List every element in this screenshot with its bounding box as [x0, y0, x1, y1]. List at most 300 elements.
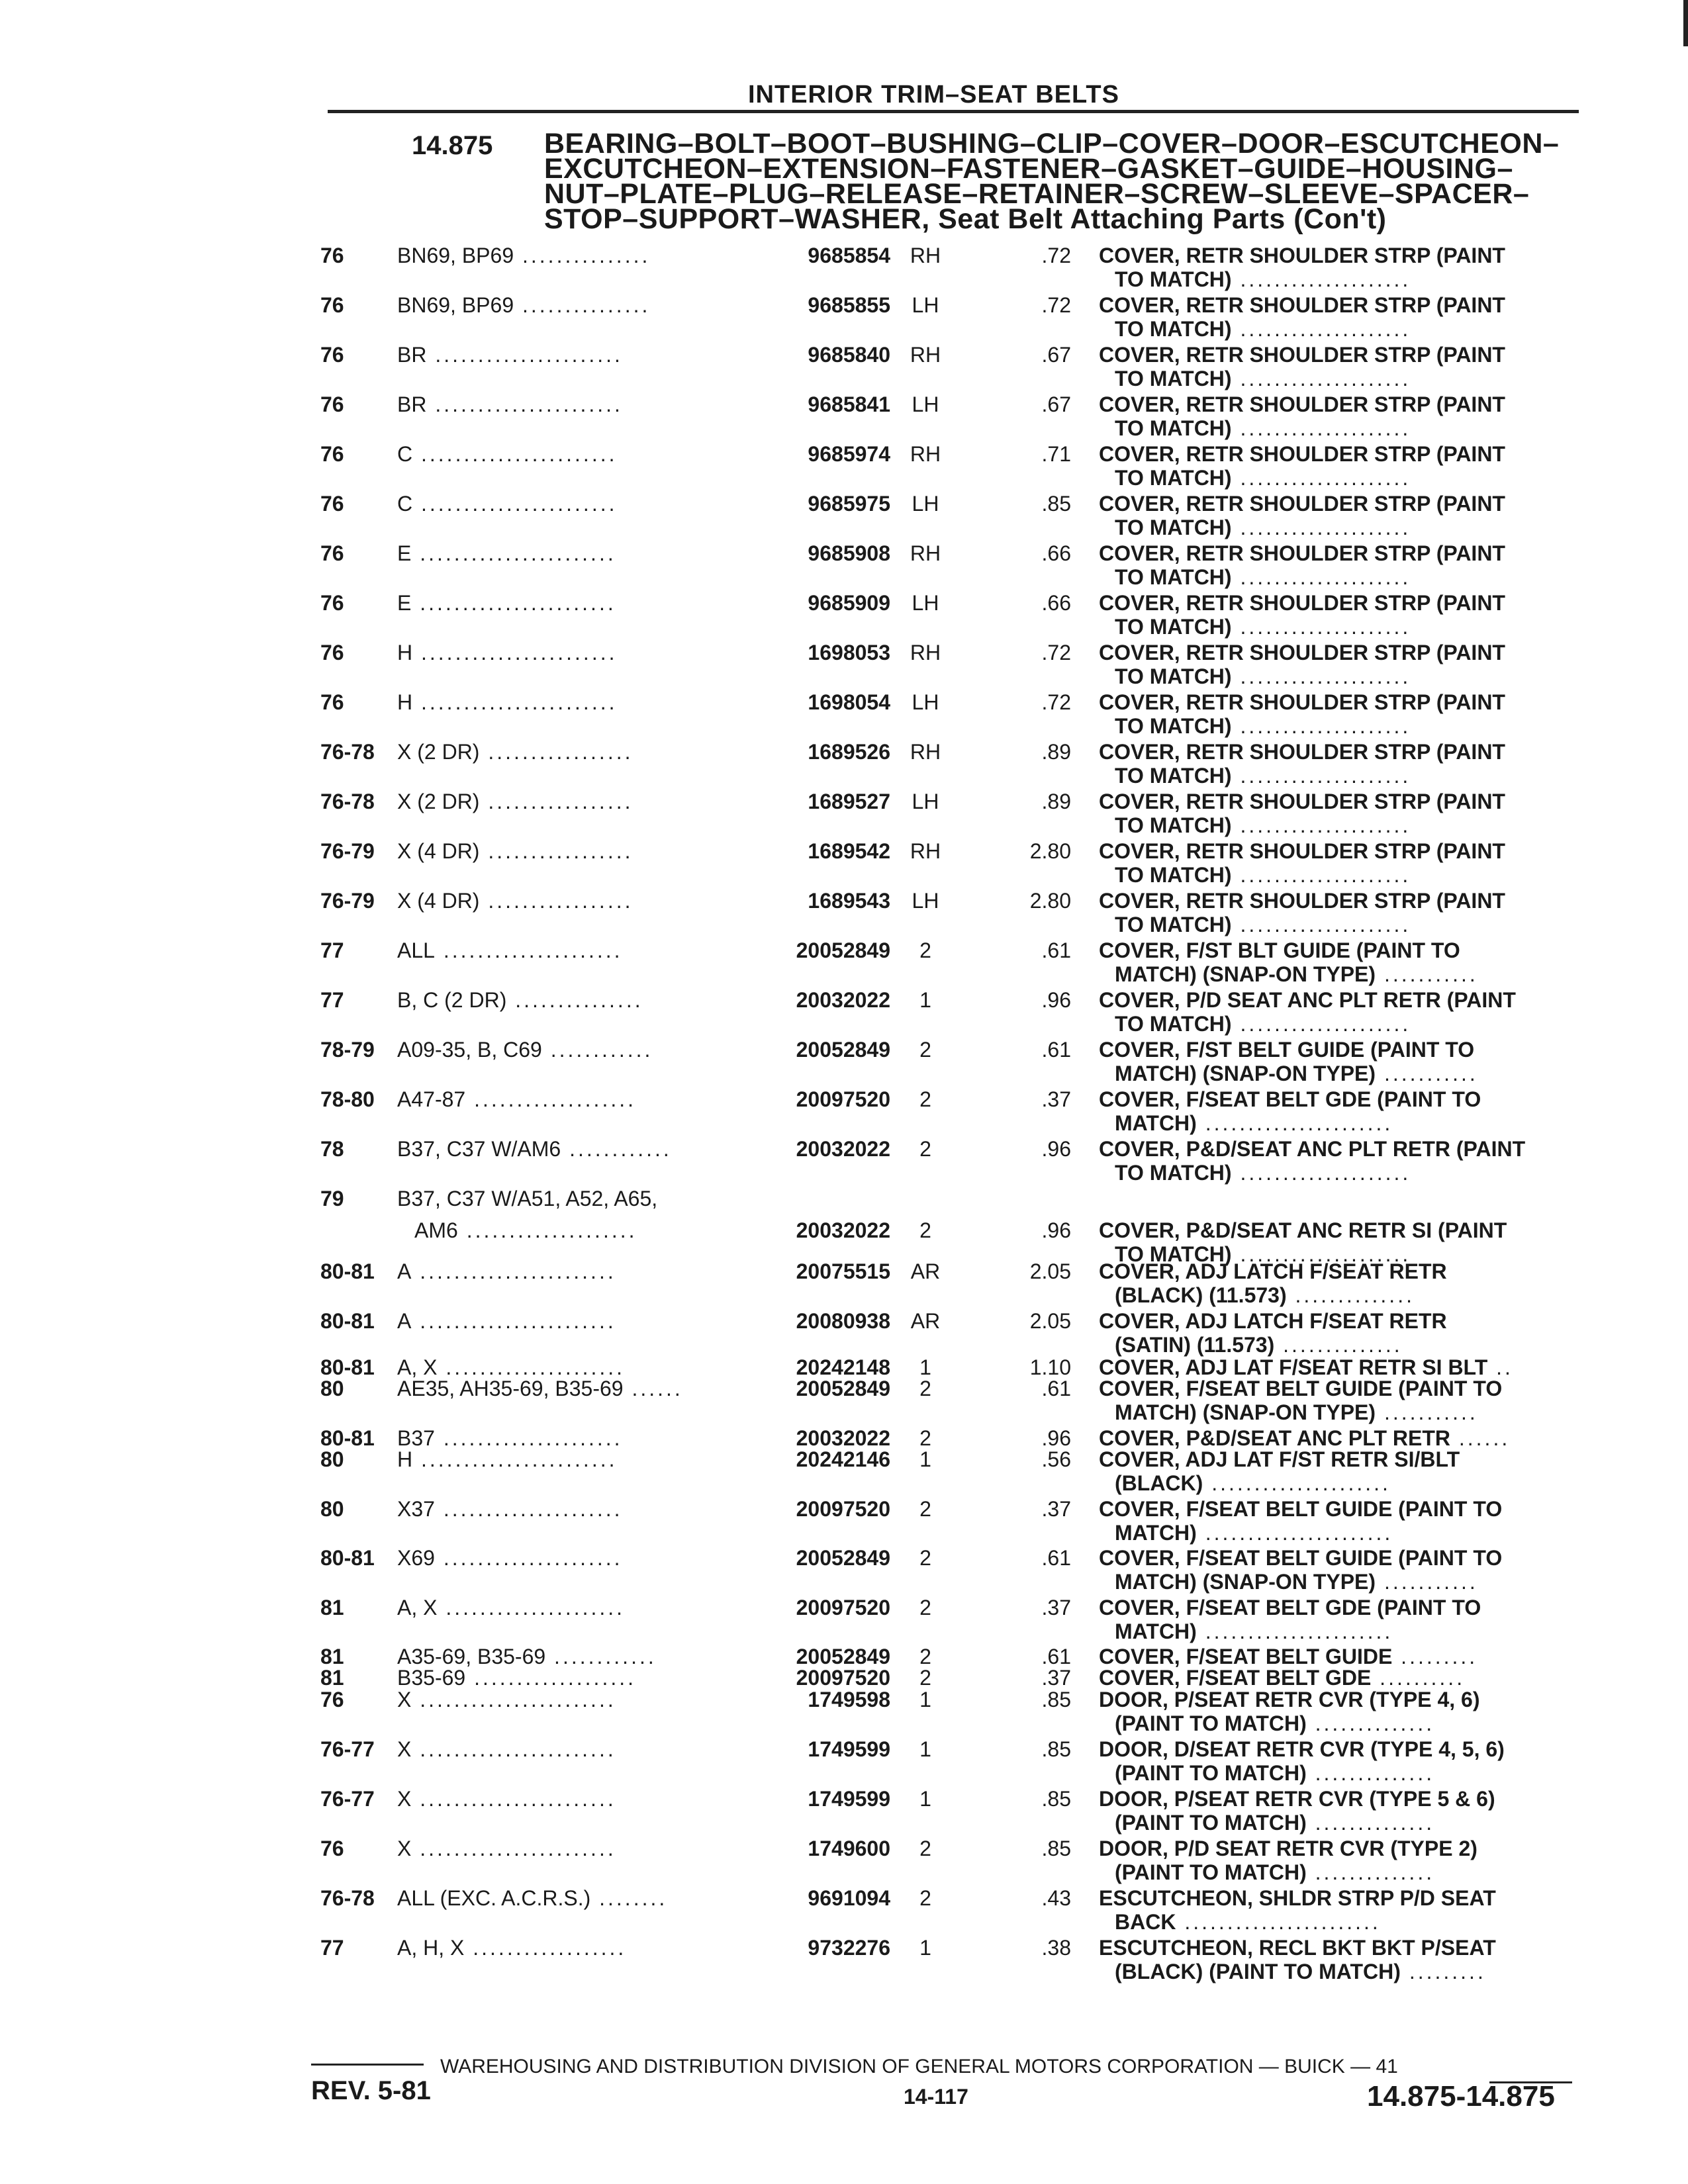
price: .96 — [1041, 988, 1071, 1012]
part-number: 9685840 — [808, 343, 890, 367]
leader-dots: .................... — [1231, 863, 1411, 887]
part-number: 20052849 — [796, 1377, 890, 1400]
description-line — [1099, 714, 1589, 738]
model-year: 78-79 — [320, 1038, 375, 1062]
part-description — [1099, 1377, 1589, 1424]
model-code — [397, 1038, 761, 1062]
description-text: COVER, P/D SEAT ANC PLT RETR (PAINT — [1099, 988, 1516, 1012]
description-text: TO MATCH) — [1115, 714, 1232, 738]
part-description — [1099, 1645, 1589, 1668]
leader-dots: ............ — [545, 1645, 657, 1668]
model-code-text: H — [397, 690, 413, 714]
leader-dots: ..................... — [434, 1497, 623, 1521]
price: .37 — [1041, 1596, 1071, 1619]
group-range: 14.875-14.875 — [1367, 2080, 1555, 2113]
leader-dots: .................... — [1231, 1242, 1411, 1266]
price: .38 — [1041, 1936, 1071, 1960]
description-line — [1099, 367, 1589, 390]
description-line — [1099, 1666, 1589, 1690]
part-number: 20032022 — [796, 1426, 890, 1450]
leader-dots: ...................... — [1196, 1521, 1393, 1545]
part-number: 1698053 — [808, 641, 890, 664]
model-year: 76 — [320, 591, 344, 615]
description-text: COVER, P&D/SEAT ANC RETR SI (PAINT — [1099, 1218, 1507, 1242]
price: .85 — [1041, 1837, 1071, 1860]
description-text: COVER, RETR SHOULDER STRP (PAINT — [1099, 244, 1505, 267]
description-text: COVER, ADJ LAT F/SEAT RETR SI BLT — [1099, 1355, 1488, 1379]
leader-dots: .............. — [1286, 1283, 1415, 1307]
description-text: TO MATCH) — [1115, 764, 1232, 788]
description-line — [1099, 591, 1589, 615]
description-line — [1099, 492, 1589, 516]
leader-dots: ................... — [465, 1666, 636, 1690]
model-code-text: C — [397, 442, 413, 466]
leader-dots: .................... — [1231, 516, 1411, 539]
model-code — [397, 988, 761, 1013]
part-number: 1698054 — [808, 690, 890, 714]
description-line — [1099, 1787, 1589, 1811]
description-text: MATCH) (SNAP-ON TYPE) — [1115, 1400, 1376, 1424]
model-year: 77 — [320, 988, 344, 1012]
price: .66 — [1041, 541, 1071, 565]
model-code — [397, 541, 761, 566]
footer-rule — [311, 2064, 424, 2066]
model-year: 76 — [320, 1688, 344, 1711]
leader-dots: ....................... — [412, 1447, 618, 1471]
quantity: 2 — [919, 1137, 931, 1161]
part-description — [1099, 244, 1589, 291]
model-code-text: E — [397, 591, 412, 615]
description-text: COVER, P&D/SEAT ANC PLT RETR (PAINT — [1099, 1137, 1526, 1161]
model-code — [397, 1087, 761, 1112]
description-text: COVER, F/ST BLT GUIDE (PAINT TO — [1099, 938, 1460, 962]
part-number: 1749599 — [808, 1737, 890, 1761]
description-line — [1099, 1111, 1589, 1135]
model-year: 78 — [320, 1137, 344, 1161]
leader-dots: ....................... — [411, 1787, 616, 1811]
leader-dots: .................... — [1231, 267, 1411, 291]
price: .85 — [1041, 1787, 1071, 1811]
leader-dots: .................... — [1231, 813, 1411, 837]
quantity: 1 — [919, 1787, 931, 1811]
description-text: TO MATCH) — [1115, 516, 1232, 539]
leader-dots: .................... — [1231, 764, 1411, 788]
description-text: COVER, RETR SHOULDER STRP (PAINT — [1099, 392, 1505, 416]
model-year: 76-78 — [320, 740, 375, 764]
leader-dots: ....................... — [412, 690, 618, 714]
quantity: 2 — [919, 1886, 931, 1910]
model-code-text: X — [397, 1688, 412, 1711]
part-description — [1099, 938, 1589, 986]
leader-dots: ................. — [479, 740, 633, 764]
description-text: COVER, ADJ LAT F/ST RETR SI/BLT — [1099, 1447, 1460, 1471]
model-code-text: X (4 DR) — [397, 839, 480, 863]
description-line — [1099, 615, 1589, 639]
leader-dots: ....................... — [411, 591, 616, 615]
description-text: (PAINT TO MATCH) — [1115, 1860, 1307, 1884]
description-text: COVER, F/SEAT BELT GDE (PAINT TO — [1099, 1087, 1481, 1111]
quantity: 1 — [919, 1688, 931, 1711]
quantity: 2 — [919, 1038, 931, 1062]
model-year: 79 — [320, 1187, 344, 1210]
description-text: TO MATCH) — [1115, 813, 1232, 837]
description-line — [1099, 1711, 1589, 1735]
description-text: COVER, RETR SHOULDER STRP (PAINT — [1099, 740, 1505, 764]
model-code-text: A — [397, 1309, 412, 1333]
model-code — [397, 938, 761, 963]
group-description-line: STOP–SUPPORT–WASHER, Seat Belt Attaching Parts (Con't) — [544, 203, 1387, 235]
model-year: 80-81 — [320, 1355, 375, 1379]
model-code — [397, 1137, 761, 1161]
part-number: 9685854 — [808, 244, 890, 267]
description-text: COVER, RETR SHOULDER STRP (PAINT — [1099, 889, 1505, 913]
quantity: LH — [912, 591, 939, 615]
model-year: 77 — [320, 1936, 344, 1960]
leader-dots: .................... — [1231, 714, 1411, 738]
description-text: DOOR, P/SEAT RETR CVR (TYPE 4, 6) — [1099, 1688, 1480, 1711]
model-code-text: BR — [397, 392, 427, 416]
scan-edge-mark — [1683, 0, 1688, 46]
quantity: 2 — [919, 1645, 931, 1668]
part-number: 20032022 — [796, 1218, 890, 1242]
model-code-text: B37 — [397, 1426, 435, 1450]
description-line — [1099, 1910, 1589, 1934]
description-text: TO MATCH) — [1115, 913, 1232, 936]
price: .66 — [1041, 591, 1071, 615]
description-line — [1099, 1355, 1589, 1379]
footer-division-line: WAREHOUSING AND DISTRIBUTION DIVISION OF GENERAL MOTORS CORPORATION — BUICK — 41 — [440, 2056, 1398, 2077]
description-line — [1099, 1619, 1589, 1643]
model-code — [397, 1309, 761, 1334]
description-text: (BLACK) (11.573) — [1115, 1283, 1287, 1307]
description-text: (PAINT TO MATCH) — [1115, 1811, 1307, 1835]
description-line — [1099, 664, 1589, 688]
quantity: 2 — [919, 1666, 931, 1690]
model-code-text: A, X — [397, 1355, 438, 1379]
model-code — [397, 343, 761, 367]
model-code — [397, 591, 761, 615]
description-text: TO MATCH) — [1115, 1242, 1232, 1266]
model-code-text: A47-87 — [397, 1087, 466, 1111]
price: .61 — [1041, 938, 1071, 962]
description-line — [1099, 863, 1589, 887]
part-description — [1099, 293, 1589, 341]
description-text: TO MATCH) — [1115, 466, 1232, 490]
leader-dots: ...................... — [426, 343, 623, 367]
price: .96 — [1041, 1218, 1071, 1242]
description-line — [1099, 764, 1589, 788]
part-number: 20052849 — [796, 938, 890, 962]
description-line — [1099, 1309, 1589, 1333]
part-description — [1099, 343, 1589, 390]
leader-dots: ..................... — [437, 1355, 626, 1379]
description-text: COVER, RETR SHOULDER STRP (PAINT — [1099, 293, 1505, 317]
model-year: 81 — [320, 1645, 344, 1668]
description-line — [1099, 1570, 1589, 1594]
description-text: DOOR, D/SEAT RETR CVR (TYPE 4, 5, 6) — [1099, 1737, 1505, 1761]
model-year: 76 — [320, 641, 344, 664]
part-description — [1099, 1426, 1589, 1450]
model-code-text: X — [397, 1837, 412, 1860]
leader-dots: ....................... — [411, 1688, 616, 1711]
leader-dots: .............. — [1306, 1711, 1435, 1735]
price: .56 — [1041, 1447, 1071, 1471]
part-description — [1099, 641, 1589, 688]
description-line — [1099, 938, 1589, 962]
description-line — [1099, 516, 1589, 539]
model-year: 81 — [320, 1666, 344, 1690]
price: .61 — [1041, 1377, 1071, 1400]
part-number: 1689527 — [808, 790, 890, 813]
leader-dots: .............. — [1306, 1761, 1435, 1785]
quantity: 2 — [919, 1377, 931, 1400]
leader-dots: ....................... — [411, 1737, 616, 1761]
description-text: TO MATCH) — [1115, 416, 1232, 440]
model-year: 76 — [320, 442, 344, 466]
model-year: 81 — [320, 1596, 344, 1619]
leader-dots: ............... — [514, 244, 651, 267]
leader-dots: ...................... — [1196, 1619, 1393, 1643]
quantity: LH — [912, 392, 939, 416]
model-year: 80-81 — [320, 1309, 375, 1333]
leader-dots: .................. — [464, 1936, 627, 1960]
price: .89 — [1041, 740, 1071, 764]
quantity: 1 — [919, 1447, 931, 1471]
description-text: TO MATCH) — [1115, 267, 1232, 291]
part-description — [1099, 1666, 1589, 1690]
part-number: 20052849 — [796, 1038, 890, 1062]
quantity: LH — [912, 889, 939, 913]
model-code — [397, 1787, 761, 1811]
leader-dots: ..................... — [1203, 1471, 1391, 1495]
model-year: 76-77 — [320, 1787, 375, 1811]
description-line — [1099, 1137, 1589, 1161]
description-text: COVER, RETR SHOULDER STRP (PAINT — [1099, 591, 1505, 615]
part-number: 1749598 — [808, 1688, 890, 1711]
model-code-text: H — [397, 1447, 413, 1471]
leader-dots: ....................... — [411, 1837, 616, 1860]
description-line — [1099, 244, 1589, 267]
model-year: 80-81 — [320, 1259, 375, 1283]
description-line — [1099, 988, 1589, 1012]
model-code-text: A09-35, B, C69 — [397, 1038, 542, 1062]
model-year: 76 — [320, 1837, 344, 1860]
description-text: TO MATCH) — [1115, 664, 1232, 688]
description-text: COVER, ADJ LATCH F/SEAT RETR — [1099, 1309, 1447, 1333]
model-code — [397, 1447, 761, 1472]
price: 2.80 — [1029, 839, 1071, 863]
model-code — [397, 1377, 761, 1401]
section-title: INTERIOR TRIM–SEAT BELTS — [748, 81, 1119, 109]
model-year: 76-78 — [320, 1886, 375, 1910]
description-line — [1099, 1161, 1589, 1185]
quantity: AR — [910, 1309, 941, 1333]
description-text: COVER, RETR SHOULDER STRP (PAINT — [1099, 641, 1505, 664]
description-text: TO MATCH) — [1115, 863, 1232, 887]
part-number: 20032022 — [796, 1137, 890, 1161]
model-code-text: B37, C37 W/AM6 — [397, 1137, 561, 1161]
description-line — [1099, 1960, 1589, 1983]
model-code-text: X — [397, 1787, 412, 1811]
description-text: COVER, F/SEAT BELT GDE — [1099, 1666, 1372, 1690]
leader-dots: ............... — [506, 988, 643, 1012]
part-description — [1099, 889, 1589, 936]
leader-dots: ..................... — [437, 1596, 626, 1619]
leader-dots: .................... — [1231, 565, 1411, 589]
description-text: MATCH) — [1115, 1521, 1197, 1545]
leader-dots: .. — [1487, 1355, 1513, 1379]
leader-dots: .................... — [1231, 317, 1411, 341]
quantity: 1 — [919, 988, 931, 1012]
part-number: 1749600 — [808, 1837, 890, 1860]
title-rule — [328, 110, 1579, 113]
description-line — [1099, 1400, 1589, 1424]
part-description — [1099, 492, 1589, 539]
description-text: (SATIN) (11.573) — [1115, 1333, 1275, 1357]
description-text: MATCH) (SNAP-ON TYPE) — [1115, 1570, 1376, 1594]
leader-dots: .................... — [1231, 466, 1411, 490]
part-number: 20097520 — [796, 1497, 890, 1521]
quantity: 2 — [919, 1426, 931, 1450]
model-code — [397, 740, 761, 764]
part-description — [1099, 591, 1589, 639]
model-code — [397, 790, 761, 814]
description-line — [1099, 1860, 1589, 1884]
leader-dots: ...... — [1450, 1426, 1511, 1450]
page-number: 14-117 — [904, 2085, 968, 2109]
model-code-text: BN69, BP69 — [397, 293, 514, 317]
description-text: MATCH) (SNAP-ON TYPE) — [1115, 962, 1376, 986]
description-text: COVER, RETR SHOULDER STRP (PAINT — [1099, 541, 1505, 565]
description-text: ESCUTCHEON, RECL BKT BKT P/SEAT — [1099, 1936, 1496, 1960]
model-code-text: A35-69, B35-69 — [397, 1645, 546, 1668]
model-year: 77 — [320, 938, 344, 962]
model-code — [397, 1936, 761, 1960]
model-year: 76-79 — [320, 839, 375, 863]
description-line — [1099, 541, 1589, 565]
quantity: 2 — [919, 1087, 931, 1111]
leader-dots: ........... — [1376, 1062, 1478, 1085]
model-code-text: X (2 DR) — [397, 790, 480, 813]
description-text: COVER, RETR SHOULDER STRP (PAINT — [1099, 442, 1505, 466]
part-description — [1099, 1137, 1589, 1185]
part-description — [1099, 1259, 1589, 1307]
part-number: 20052849 — [796, 1546, 890, 1570]
description-text: COVER, F/SEAT BELT GDE (PAINT TO — [1099, 1596, 1481, 1619]
description-line — [1099, 1447, 1589, 1471]
part-number: 20242148 — [796, 1355, 890, 1379]
quantity: RH — [910, 541, 941, 565]
leader-dots: .................... — [1231, 367, 1411, 390]
description-text: MATCH) — [1115, 1111, 1197, 1135]
price: .37 — [1041, 1497, 1071, 1521]
description-text: TO MATCH) — [1115, 1012, 1232, 1036]
description-text: MATCH) (SNAP-ON TYPE) — [1115, 1062, 1376, 1085]
description-line — [1099, 1688, 1589, 1711]
model-year: 76-77 — [320, 1737, 375, 1761]
description-line — [1099, 392, 1589, 416]
leader-dots: ........... — [1376, 1570, 1478, 1594]
description-line — [1099, 839, 1589, 863]
description-text: TO MATCH) — [1115, 367, 1232, 390]
price: .96 — [1041, 1137, 1071, 1161]
part-number: 20075515 — [796, 1259, 890, 1283]
quantity: 2 — [919, 1837, 931, 1860]
description-text: (PAINT TO MATCH) — [1115, 1761, 1307, 1785]
leader-dots: ....................... — [412, 492, 618, 516]
part-description — [1099, 1886, 1589, 1934]
part-number: 20097520 — [796, 1087, 890, 1111]
part-number: 1689526 — [808, 740, 890, 764]
price: .43 — [1041, 1886, 1071, 1910]
part-description — [1099, 442, 1589, 490]
price: 2.80 — [1029, 889, 1071, 913]
leader-dots: .................... — [457, 1218, 637, 1242]
leader-dots: ....................... — [411, 541, 616, 565]
description-text: DOOR, P/SEAT RETR CVR (TYPE 5 & 6) — [1099, 1787, 1495, 1811]
description-line — [1099, 1038, 1589, 1062]
quantity: 1 — [919, 1936, 931, 1960]
leader-dots: ....................... — [1176, 1910, 1381, 1934]
leader-dots: ......... — [1400, 1960, 1486, 1983]
description-line — [1099, 1062, 1589, 1085]
model-code — [397, 889, 761, 913]
price: .37 — [1041, 1087, 1071, 1111]
model-code-text: A, X — [397, 1596, 438, 1619]
part-description — [1099, 1355, 1589, 1379]
description-line — [1099, 790, 1589, 813]
model-year: 80 — [320, 1447, 344, 1471]
part-description — [1099, 1497, 1589, 1545]
description-line — [1099, 1471, 1589, 1495]
group-description-line: BEARING–BOLT–BOOT–BUSHING–CLIP–COVER–DOOR–ESCUTCHEON– — [544, 128, 1560, 159]
model-code — [397, 690, 761, 715]
model-code-text: B37, C37 W/A51, A52, A65, — [397, 1187, 658, 1210]
description-line — [1099, 1596, 1589, 1619]
description-line — [1099, 1936, 1589, 1960]
description-line — [1099, 343, 1589, 367]
part-number: 20052849 — [796, 1645, 890, 1668]
model-code-text: X37 — [397, 1497, 435, 1521]
price: .72 — [1041, 641, 1071, 664]
leader-dots: .................... — [1231, 1161, 1411, 1185]
description-line — [1099, 442, 1589, 466]
leader-dots: ........ — [590, 1886, 668, 1910]
model-year: 76 — [320, 392, 344, 416]
model-code — [397, 1737, 761, 1762]
description-line — [1099, 1737, 1589, 1761]
price: .71 — [1041, 442, 1071, 466]
leader-dots: ....................... — [412, 442, 618, 466]
quantity: LH — [912, 492, 939, 516]
leader-dots: .................... — [1231, 416, 1411, 440]
model-code — [397, 1688, 761, 1712]
description-line — [1099, 1811, 1589, 1835]
description-line — [1099, 1761, 1589, 1785]
description-text: TO MATCH) — [1115, 615, 1232, 639]
price: .67 — [1041, 343, 1071, 367]
model-code — [397, 392, 761, 417]
part-description — [1099, 1038, 1589, 1085]
description-line — [1099, 466, 1589, 490]
price: .85 — [1041, 1688, 1071, 1711]
price: .61 — [1041, 1546, 1071, 1570]
price: .89 — [1041, 790, 1071, 813]
model-year: 80-81 — [320, 1546, 375, 1570]
part-description — [1099, 1737, 1589, 1785]
description-line — [1099, 813, 1589, 837]
description-line — [1099, 962, 1589, 986]
